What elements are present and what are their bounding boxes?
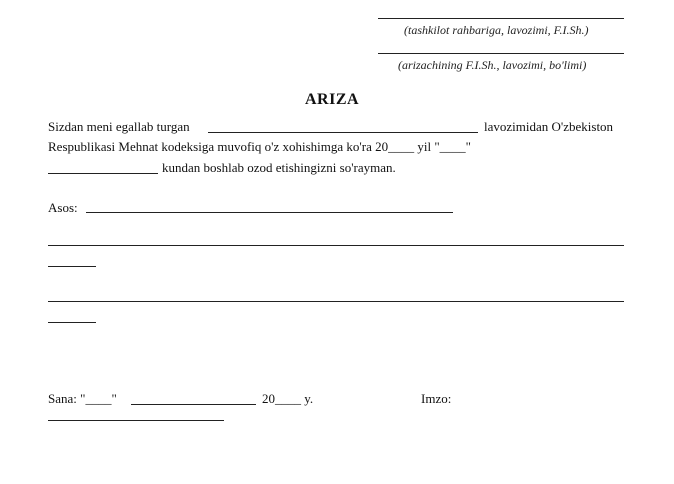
recipient-line[interactable] bbox=[378, 18, 624, 19]
date-label: Sana: "____" bbox=[48, 391, 117, 406]
applicant-caption: (arizachining F.I.Sh., lavozimi, bo'limi) bbox=[398, 58, 587, 72]
body-line-1-start: Sizdan meni egallab turgan bbox=[48, 119, 190, 134]
document-title: ARIZA bbox=[305, 91, 360, 108]
basis-line-3-short[interactable] bbox=[48, 322, 96, 323]
applicant-line[interactable] bbox=[378, 53, 624, 54]
bottom-signature-line[interactable] bbox=[48, 420, 224, 421]
body-line-3: kundan boshlab ozod etishingizni so'rayman. bbox=[162, 160, 396, 175]
basis-line-3[interactable] bbox=[48, 301, 624, 302]
recipient-caption: (tashkilot rahbariga, lavozimi, F.I.Sh.) bbox=[404, 23, 589, 37]
signature-label: Imzo: bbox=[421, 391, 452, 406]
body-line-1-end: lavozimidan O'zbekiston bbox=[484, 119, 614, 134]
basis-line-2[interactable] bbox=[48, 245, 624, 246]
basis-label: Asos: bbox=[48, 200, 78, 215]
date-month-line[interactable] bbox=[131, 404, 256, 405]
basis-line-2-short[interactable] bbox=[48, 266, 96, 267]
month-blank-line[interactable] bbox=[48, 173, 158, 174]
basis-line-1[interactable] bbox=[86, 212, 453, 213]
body-line-2: Respublikasi Mehnat kodeksiga muvofiq o'z xohishimga ko'ra 20____ yil "____" bbox=[48, 139, 471, 154]
date-year-text: 20____ y. bbox=[262, 391, 314, 406]
position-blank-line[interactable] bbox=[208, 132, 478, 133]
